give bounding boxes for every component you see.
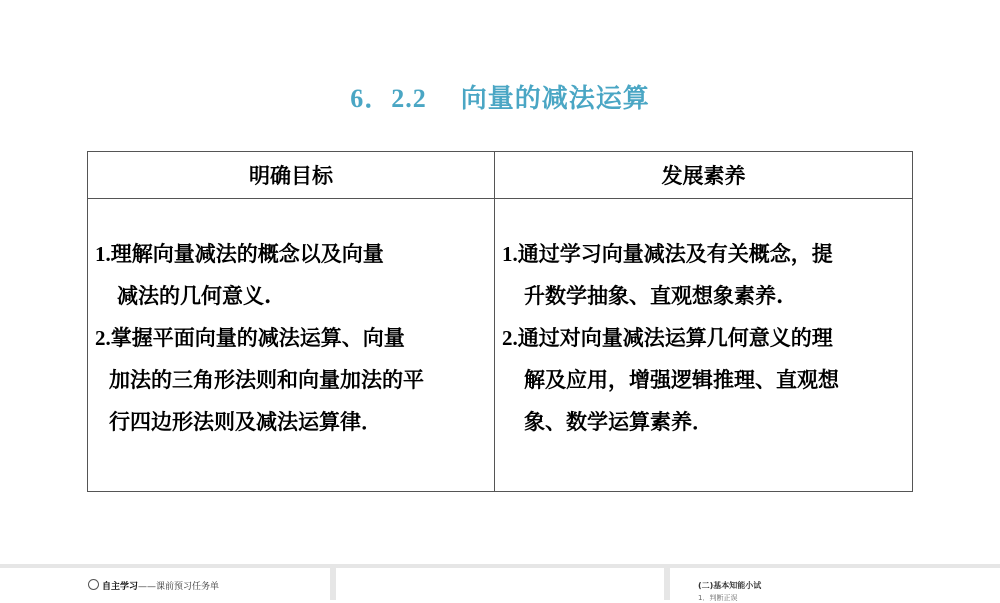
goals-table	[87, 151, 913, 492]
literacy-cell	[495, 199, 913, 492]
item-line: 通过对向量减法运算几何意义的理	[517, 325, 833, 350]
item-number: 2.	[502, 326, 518, 350]
item-number: 1.	[95, 242, 111, 266]
header-goals: 明确目标	[88, 152, 495, 199]
logo-icon	[88, 579, 99, 590]
table-header-row	[88, 152, 913, 199]
goal-item-2	[95, 317, 486, 359]
section-number: 6．2.2	[350, 84, 427, 113]
thumbnail-3-subheading: 1．判断正误	[698, 594, 738, 602]
item-line: 理解向量减法的概念以及向量	[110, 241, 384, 266]
goals-cell	[88, 199, 495, 492]
item-line: 解及应用，增强逻辑推理、直观想	[524, 367, 839, 392]
thumbnail-1-title: 自主学习	[102, 582, 139, 592]
literacy-item-2	[502, 317, 904, 359]
item-line: 行四边形法则及减法运算律．	[109, 409, 382, 434]
header-literacy: 发展素养	[495, 152, 913, 199]
literacy-item-1	[502, 233, 904, 275]
item-line: 加法的三角形法则和向量加法的平	[109, 367, 424, 392]
goal-item-1	[95, 233, 486, 275]
section-title: 向量的减法运算	[460, 84, 650, 114]
item-line: 通过学习向量减法及有关概念，提	[517, 241, 833, 266]
item-line: 象、数学运算素养．	[524, 409, 713, 434]
item-line: 掌握平面向量的减法运算、向量	[110, 325, 405, 350]
thumbnail-1-label	[88, 579, 219, 592]
thumbnail-3-heading: (二)基本知能小试	[698, 581, 762, 590]
page-title	[0, 78, 1000, 115]
table-row	[88, 199, 913, 492]
thumbnail-1-subtitle: ——课前预习任务单	[138, 582, 220, 592]
item-line: 升数学抽象、直观想象素养.	[524, 283, 784, 308]
item-number: 1.	[502, 242, 518, 266]
item-number: 2.	[95, 326, 111, 350]
slide-thumbnail-2[interactable]	[336, 568, 664, 600]
item-line: 减法的几何意义.	[117, 283, 272, 308]
